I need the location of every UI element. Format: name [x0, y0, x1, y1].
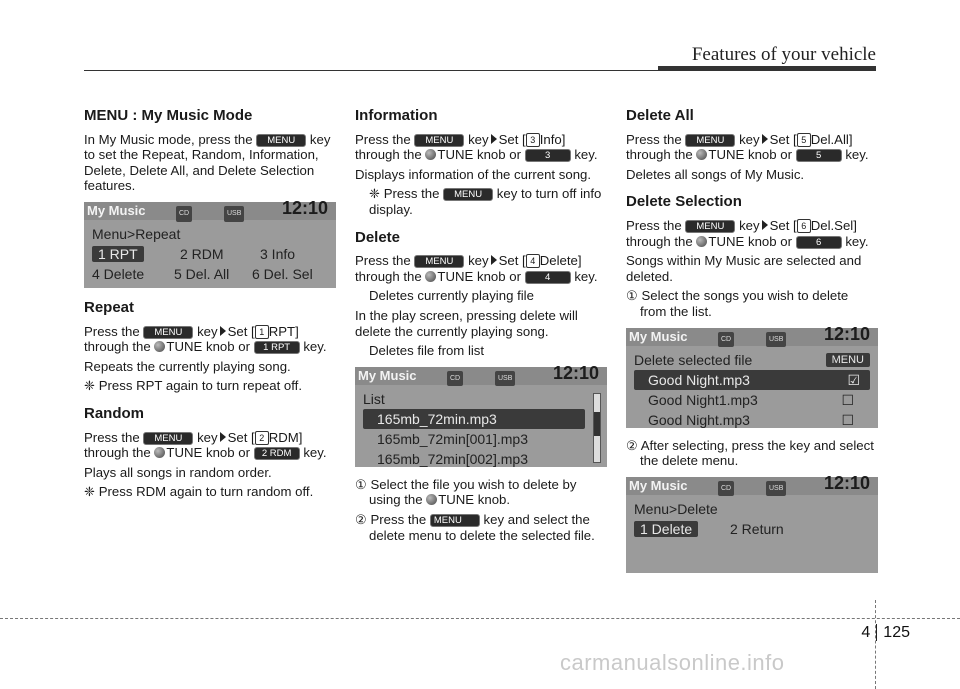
- arrow-right-icon: [762, 220, 768, 230]
- text: RPT]: [268, 323, 299, 339]
- text: key: [468, 131, 489, 147]
- menu-key-icon: MENU: [685, 134, 735, 147]
- text: TUNE knob or: [166, 339, 250, 355]
- arrow-right-icon: [220, 326, 226, 336]
- screen-option-return: 2 Return: [730, 520, 784, 537]
- screen-body: [626, 495, 878, 543]
- cd-badge: CD: [447, 371, 463, 387]
- number-box-icon: 4: [526, 254, 540, 268]
- screen-header: [626, 472, 878, 495]
- text: Press the: [626, 131, 682, 147]
- screen-option-del-sel: 6 Del. Sel: [252, 265, 313, 282]
- text: TUNE knob.: [438, 492, 511, 508]
- text: TUNE knob or: [437, 147, 521, 163]
- section-title-menu: MENU : My Music Mode: [84, 107, 253, 124]
- section-title-delete: Delete: [355, 228, 401, 246]
- intro-text: [84, 132, 336, 194]
- text: key.: [303, 445, 327, 461]
- screen-menu-repeat: [84, 197, 336, 288]
- list-item: 165mb_72min.mp3: [363, 409, 585, 429]
- checkbox-icon: ☐: [841, 391, 854, 408]
- screen-heading: Delete selected file: [634, 351, 753, 368]
- text: through the: [626, 233, 693, 249]
- text: Set [: [227, 323, 255, 339]
- intro-text-b: key to set the Repeat, Random, Information, Delete, Delete All, and Delete Selection features.: [84, 131, 331, 194]
- usb-badge: USB: [224, 206, 244, 222]
- list-item: [634, 390, 870, 410]
- text: through the: [355, 147, 422, 163]
- section-title-info: Information: [355, 107, 438, 124]
- menu-key-icon: MENU: [430, 514, 480, 527]
- list-item-label: Good Night1.mp3: [648, 391, 758, 408]
- number-box-icon: 1: [255, 325, 269, 339]
- delete-all-instruction: [626, 132, 878, 163]
- rdm-key-icon: 2 RDM: [254, 447, 300, 460]
- text: through the: [84, 445, 151, 461]
- text: Press the: [355, 131, 411, 147]
- text: Press the: [84, 323, 140, 339]
- info-instruction: [355, 132, 607, 163]
- text: key.: [574, 268, 598, 284]
- usb-badge: USB: [766, 332, 786, 348]
- delete-sel-step-2: ② After selecting, press the key and select the delete menu.: [626, 437, 874, 469]
- menu-key-icon: MENU: [414, 134, 464, 147]
- text: key: [739, 131, 760, 147]
- screen-option-del-all: 5 Del. All: [174, 265, 230, 282]
- tune-knob-icon: [154, 341, 165, 352]
- delete-step-2: [355, 512, 607, 543]
- screen-scrollbar-thumb: [594, 412, 600, 436]
- screen-menu-delete: [626, 472, 878, 573]
- text: TUNE knob or: [708, 233, 792, 249]
- page-number-value: 125: [883, 624, 910, 641]
- tune-knob-icon: [696, 149, 707, 160]
- screen-clock: 12:10: [823, 472, 870, 493]
- screen-option-row: [634, 519, 870, 539]
- arrow-right-icon: [491, 255, 497, 265]
- text: RDM]: [268, 429, 303, 445]
- text: Press the: [84, 429, 140, 445]
- section-title-delete-all: Delete All: [626, 107, 694, 124]
- cd-badge: CD: [718, 332, 734, 348]
- screen-heading-row: [634, 350, 870, 370]
- text: key.: [574, 147, 598, 163]
- screen-delete-selected: [626, 323, 878, 428]
- section-title-delete-selection: Delete Selection: [626, 193, 742, 211]
- delete-sel-desc: Songs within My Music are selected and deleted.: [626, 253, 862, 284]
- screen-body: [355, 385, 607, 473]
- footer-crop-mark: [875, 600, 876, 689]
- text: ② Press the: [355, 511, 427, 527]
- number-box-icon: 6: [797, 219, 811, 233]
- screen-title: My Music: [629, 328, 688, 344]
- cd-badge: CD: [718, 481, 734, 497]
- screen-header: [355, 362, 607, 385]
- usb-badge: USB: [495, 371, 515, 387]
- watermark: carmanualsonline.info: [560, 650, 785, 675]
- screen-option-info: 3 Info: [260, 245, 296, 262]
- section-title-repeat: Repeat: [84, 298, 135, 316]
- screen-option-delete: 1 Delete: [634, 521, 698, 537]
- delete-all-desc: Deletes all songs of My Music.: [626, 166, 805, 182]
- footer-rule: [0, 618, 960, 619]
- screen-title: My Music: [629, 477, 688, 493]
- intro-text-a: In My Music mode, press the: [84, 131, 253, 147]
- random-instruction: [84, 430, 336, 461]
- checkbox-checked-icon: ☑: [847, 371, 860, 388]
- random-desc: Plays all songs in random order.: [84, 464, 272, 480]
- screen-body: [84, 220, 336, 288]
- delete-sel-step-1: ① Select the songs you wish to delete from the list.: [626, 288, 849, 319]
- chapter-number: 4: [861, 624, 877, 641]
- screen-menu-title: Menu>Repeat: [92, 225, 181, 242]
- info-desc: Displays information of the current song.: [355, 166, 592, 182]
- text: key.: [303, 339, 327, 355]
- checkbox-icon: ☐: [841, 411, 854, 428]
- delete-step-1: [355, 477, 607, 508]
- screen-body: [626, 346, 878, 434]
- rpt-key-icon: 1 RPT: [254, 341, 300, 354]
- screen-list-title: List: [363, 390, 385, 407]
- text: Set [: [498, 253, 526, 269]
- list-item-label: Good Night.mp3: [648, 411, 750, 428]
- arrow-right-icon: [762, 134, 768, 144]
- text: key and select the delete menu to delete the selected file.: [369, 511, 595, 543]
- header-rule: [84, 70, 876, 71]
- screen-title: My Music: [87, 202, 146, 218]
- number-key-icon: 5: [796, 149, 842, 162]
- text: through the: [355, 268, 422, 284]
- delete-desc-3: Deletes file from list: [369, 343, 485, 359]
- number-key-icon: 6: [796, 236, 842, 249]
- text: Set [: [498, 131, 526, 147]
- screen-option-rdm: 2 RDM: [180, 245, 224, 262]
- menu-key-icon: MENU: [143, 326, 193, 339]
- screen-option-delete: 4 Delete: [92, 265, 145, 282]
- text: TUNE knob or: [166, 445, 250, 461]
- screen-menu-badge: MENU: [826, 353, 870, 367]
- text: key: [739, 217, 760, 233]
- text: key.: [845, 147, 869, 163]
- text: Info]: [539, 131, 566, 147]
- screen-header: [626, 323, 878, 346]
- screen-option-row-2: [92, 264, 328, 284]
- number-box-icon: 2: [255, 431, 269, 445]
- arrow-right-icon: [491, 134, 497, 144]
- text: key.: [845, 233, 869, 249]
- text: Press the: [626, 217, 682, 233]
- list-item: 165mb_72min[001].mp3: [377, 430, 528, 447]
- repeat-desc: Repeats the currently playing song.: [84, 358, 291, 374]
- tune-knob-icon: [154, 447, 165, 458]
- screen-option-rpt: 1 RPT: [92, 246, 144, 262]
- text: key: [197, 429, 218, 445]
- text: Del.All]: [810, 131, 853, 147]
- column-2: [355, 108, 607, 547]
- number-box-icon: 3: [526, 133, 540, 147]
- screen-menu-title: Menu>Delete: [634, 500, 718, 517]
- menu-key-icon: MENU: [256, 134, 306, 147]
- usb-badge: USB: [766, 481, 786, 497]
- text: ① Select the file you wish to delete by using the: [355, 476, 577, 508]
- screen-clock: 12:10: [552, 362, 599, 383]
- screen-clock: 12:10: [281, 197, 328, 218]
- tune-knob-icon: [425, 149, 436, 160]
- delete-desc: Deletes currently playing file: [369, 288, 534, 304]
- text: Delete]: [539, 253, 582, 269]
- screen-scrollbar: [593, 393, 601, 463]
- header-title: Features of your vehicle: [691, 44, 876, 65]
- number-box-icon: 5: [797, 133, 811, 147]
- text: Set [: [769, 217, 797, 233]
- section-title-random: Random: [84, 404, 144, 422]
- text: through the: [84, 339, 151, 355]
- arrow-right-icon: [220, 432, 226, 442]
- menu-key-icon: MENU: [143, 432, 193, 445]
- text: key: [197, 323, 218, 339]
- repeat-note: ❈ Press RPT again to turn repeat off.: [84, 378, 303, 394]
- number-key-icon: 3: [525, 149, 571, 162]
- list-item: [634, 410, 870, 430]
- text: Press the: [355, 253, 411, 269]
- repeat-instruction: [84, 324, 336, 355]
- text: Set [: [769, 131, 797, 147]
- column-1: [84, 108, 336, 504]
- info-note: [355, 186, 607, 217]
- screen-option-row-1: [92, 244, 328, 264]
- menu-key-icon: MENU: [414, 255, 464, 268]
- text: TUNE knob or: [708, 147, 792, 163]
- text: key to turn off info display.: [369, 186, 602, 217]
- menu-key-icon: MENU: [685, 220, 735, 233]
- text: TUNE knob or: [437, 268, 521, 284]
- cd-badge: CD: [176, 206, 192, 222]
- text: Set [: [227, 429, 255, 445]
- text: through the: [626, 147, 693, 163]
- delete-instruction: [355, 253, 607, 284]
- screen-clock: 12:10: [823, 323, 870, 344]
- menu-key-icon: MENU: [443, 188, 493, 201]
- tune-knob-icon: [425, 271, 436, 282]
- column-3: [626, 108, 878, 583]
- delete-desc-2: In the play screen, pressing delete will delete the currently playing song.: [355, 307, 578, 339]
- screen-list: [355, 362, 607, 467]
- text: ❈ Press the: [369, 186, 440, 202]
- number-key-icon: 4: [525, 271, 571, 284]
- page-number: [861, 624, 910, 642]
- list-item: 165mb_72min[002].mp3: [377, 450, 528, 467]
- tune-knob-icon: [426, 494, 437, 505]
- delete-sel-instruction: [626, 218, 878, 249]
- list-item: [634, 370, 870, 390]
- tune-knob-icon: [696, 236, 707, 247]
- list-item-label: Good Night.mp3: [648, 371, 750, 388]
- screen-header: [84, 197, 336, 220]
- screen-title: My Music: [358, 367, 417, 383]
- text: Del.Sel]: [810, 217, 857, 233]
- random-note: ❈ Press RDM again to turn random off.: [84, 484, 314, 500]
- text: key: [468, 253, 489, 269]
